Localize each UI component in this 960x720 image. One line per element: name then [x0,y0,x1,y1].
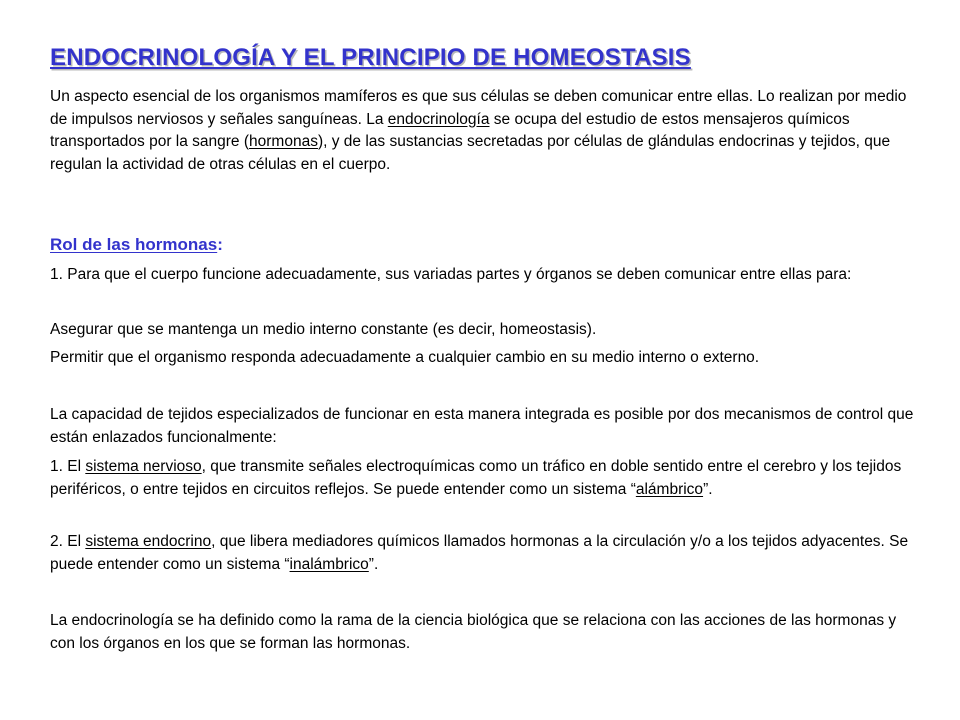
intro-paragraph [50,86,920,176]
intro-text-1: Un aspecto esencial de los organismos mamíferos es que sus células se deben comunicar entre ellas. Lo realizan por medio de impulsos nerviosos y señales sanguíneas. La [50,88,907,128]
sistema-endocrino-link[interactable]: sistema endocrino [85,533,212,550]
inalambrico-link[interactable]: inalámbrico [289,555,369,573]
conclusion-paragraph: La endocrinología se ha definido como la rama de la ciencia biológica que se relaciona con las acciones de las hormonas y con los órganos en los que se forman las hormonas. [50,612,897,652]
section-heading-rol [50,234,223,256]
rol-paragraph-3: Permitir que el organismo responda adecuadamente a cualquier cambio en su medio interno o externo. [50,349,760,366]
alambrico-link[interactable]: alámbrico [635,480,704,498]
item1-text-3: ”. [703,480,713,498]
intro-text-3: ), y de las sustancias secretadas por células de glándulas endocrinas y tejidos, que regulan la actividad de otras células en el cuerpo. [50,133,891,173]
item2-text-2: , que libera mediadores químicos llamados hormonas a la circulación y/o a los tejidos adyacentes. Se puede entender como un sistema “ [50,533,909,573]
mecanismos-intro: La capacidad de tejidos especializados de funcionar en esta manera integrada es posible por dos mecanismos de control que están enlazados funcionalmente: [50,406,914,446]
item1-text-2: , que transmite señales electroquímicas como un tráfico en doble sentido entre el cerebro y los tejidos periféricos, o entre tejidos en circuitos reflejos. Se puede entender como un sistema “ [50,458,902,498]
page-title: ENDOCRINOLOGÍA Y EL PRINCIPIO DE HOMEOSTASIS [50,44,691,71]
item2-text-1: 2. El [50,533,86,550]
rol-hormonas-link[interactable]: Rol de las hormonas [50,235,218,254]
intro-text-2: se ocupa del estudio de estos mensajeros químicos transportados por la sangre ( [50,110,850,150]
hormonas-link[interactable]: hormonas [249,133,318,150]
item2-text-3: ”. [368,555,379,573]
mecanismo-item-2 [50,531,920,576]
rol-heading-colon: : [217,235,223,254]
rol-paragraph-1: 1. Para que el cuerpo funcione adecuadamente, sus variadas partes y órganos se deben comunicar entre ellas para: [50,266,852,283]
sistema-nervioso-link[interactable]: sistema nervioso [85,458,202,475]
endocrinologia-link[interactable]: endocrinología [387,110,490,128]
item1-text-1: 1. El [50,458,86,475]
mecanismo-item-1 [50,456,920,501]
rol-paragraph-2: Asegurar que se mantenga un medio interno constante (es decir, homeostasis). [50,321,597,338]
